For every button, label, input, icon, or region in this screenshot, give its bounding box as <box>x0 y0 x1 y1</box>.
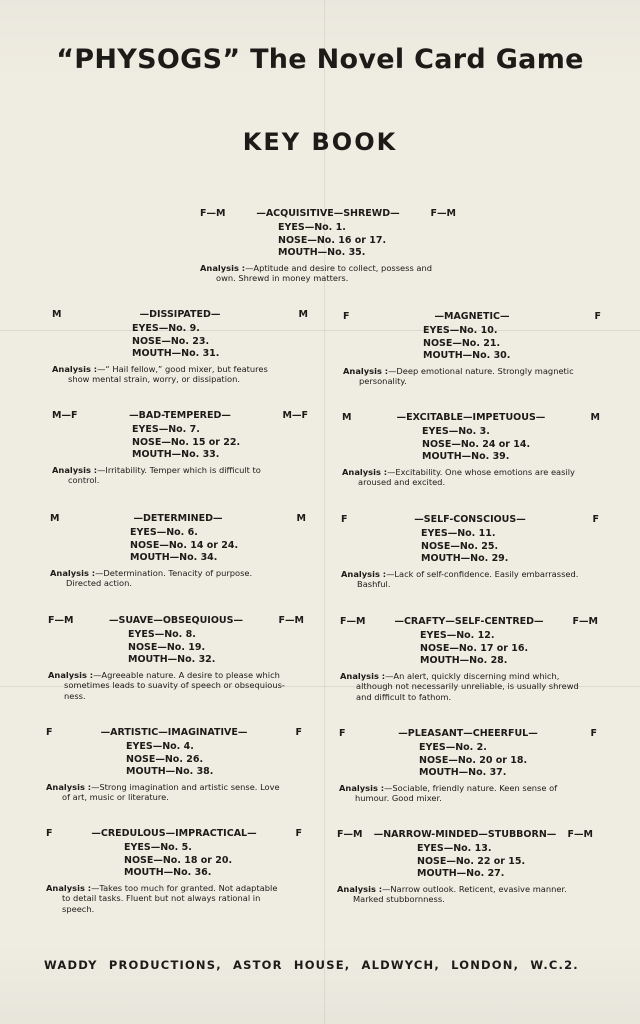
mouth-number: MOUTH—No. 31. <box>132 348 220 359</box>
mouth-number: MOUTH—No. 36. <box>124 867 212 878</box>
trait-name: —NARROW-MINDED—STUBBORN— <box>373 829 557 840</box>
trait-name: —SELF-CONSCIOUS— <box>414 514 526 525</box>
eyes-number: EYES—No. 2. <box>419 742 487 753</box>
nose-number: NOSE—No. 22 or 15. <box>417 855 526 867</box>
mouth-number: MOUTH—No. 38. <box>126 766 214 777</box>
nose-number: NOSE—No. 20 or 18. <box>419 754 528 766</box>
eyes-number: EYES—No. 4. <box>126 741 194 752</box>
eyes-number: EYES—No. 10. <box>423 325 498 336</box>
trait-name: —SUAVE—OBSEQUIOUS— <box>109 615 243 626</box>
trait-name: —CRAFTY—SELF-CENTRED— <box>394 616 544 627</box>
nose-number: NOSE—No. 17 or 16. <box>420 642 529 654</box>
nose-number: NOSE—No. 15 or 22. <box>132 436 241 448</box>
nose-number: NOSE—No. 19. <box>128 641 206 653</box>
eyes-number: EYES—No. 7. <box>132 424 200 435</box>
trait-entry: F—M —SUAVE—OBSEQUIOUS— F—M EYES—No. 8. NOSE—No. 19. MOUTH—No. 32. Analysis :—Agreeable nature. A desire to please which sometimes leads to suavity of speech or obsequious- ness. <box>48 615 304 701</box>
trait-name: —CREDULOUS—IMPRACTICAL— <box>91 828 257 839</box>
eyes-number: EYES—No. 9. <box>132 323 200 334</box>
trait-name: —ACQUISITIVE—SHREWD— <box>256 208 400 219</box>
trait-header <box>200 208 456 222</box>
analysis-text: Analysis :—Deep emotional nature. Strongly magnetic personality. <box>343 365 574 386</box>
eyes-number: EYES—No. 3. <box>422 426 490 437</box>
eyes-number: EYES—No. 8. <box>128 629 196 640</box>
trait-name: —DETERMINED— <box>133 513 223 524</box>
analysis-text: Analysis :—Takes too much for granted. Not adaptable to detail tasks. Fluent but not always rational in speech. <box>46 882 278 914</box>
trait-entry <box>200 208 456 284</box>
trait-entry: M —EXCITABLE—IMPETUOUS— M EYES—No. 3. NOSE—No. 24 or 14. MOUTH—No. 39. Analysis :—Excitability. One whose emotions are easily aroused and excited. <box>342 412 600 487</box>
mouth-number: MOUTH—No. 28. <box>420 655 508 666</box>
eyes-number: EYES—No. 6. <box>130 527 198 538</box>
nose-number: NOSE—No. 26. <box>126 753 204 765</box>
trait-entry: F —SELF-CONSCIOUS— F EYES—No. 11. NOSE—No. 25. MOUTH—No. 29. Analysis :—Lack of self-confidence. Easily embarrassed. Bashful. <box>341 514 599 589</box>
analysis-text: Analysis :—An alert, quickly discerning mind which, although not necessarily unreliable, is usually shrewd and difficult to fathom. <box>340 670 579 702</box>
analysis-text: Analysis :—Narrow outlook. Reticent, evasive manner. Marked stubbornness. <box>337 883 567 904</box>
gender-left: F—M <box>200 208 226 219</box>
trait-name: —PLEASANT—CHEERFUL— <box>398 728 538 739</box>
nose-number: NOSE—No. 23. <box>132 335 210 347</box>
trait-name: —DISSIPATED— <box>139 309 221 320</box>
trait-name: —ARTISTIC—IMAGINATIVE— <box>100 727 248 738</box>
analysis-text: Analysis :—Determination. Tenacity of purpose. Directed action. <box>50 567 253 588</box>
eyes-number: EYES—No. 13. <box>417 843 492 854</box>
nose-number: NOSE—No. 18 or 20. <box>124 854 233 866</box>
trait-entry: F—M —CRAFTY—SELF-CENTRED— F—M EYES—No. 12. NOSE—No. 17 or 16. MOUTH—No. 28. Analysis :—An alert, quickly discerning mind which, although not necessarily unreliable, is usually shrewd and difficult to fathom. <box>340 616 598 702</box>
mouth-number: MOUTH—No. 35. <box>278 247 366 258</box>
trait-entry: F —ARTISTIC—IMAGINATIVE— F EYES—No. 4. NOSE—No. 26. MOUTH—No. 38. Analysis :—Strong imagination and artistic sense. Love of art, music or literature. <box>46 727 302 802</box>
trait-entry: M —DETERMINED— M EYES—No. 6. NOSE—No. 14 or 24. MOUTH—No. 34. Analysis :—Determination. Tenacity of purpose. Directed action. <box>50 513 306 588</box>
trait-entry: M —DISSIPATED— M EYES—No. 9. NOSE—No. 23. MOUTH—No. 31. Analysis :—“ Hail fellow,” good mixer, but features show mental strain, worry, or dissipation. <box>52 309 308 384</box>
analysis-text: Analysis :—Sociable, friendly nature. Keen sense of humour. Good mixer. <box>339 782 558 803</box>
gender-right: F—M <box>430 208 456 219</box>
mouth-number: MOUTH—No. 33. <box>132 449 220 460</box>
analysis-text: Analysis :—Irritability. Temper which is difficult to control. <box>52 464 261 485</box>
trait-name: —EXCITABLE—IMPETUOUS— <box>396 412 546 423</box>
analysis-text: Analysis :—“ Hail fellow,” good mixer, but features show mental strain, worry, or dissipation. <box>52 363 268 384</box>
trait-name: —BAD-TEMPERED— <box>129 410 231 421</box>
mouth-number: MOUTH—No. 37. <box>419 767 507 778</box>
trait-entry: F—M —NARROW-MINDED—STUBBORN— F—M EYES—No. 13. NOSE—No. 22 or 15. MOUTH—No. 27. Analysis :—Narrow outlook. Reticent, evasive manner. Marked stubbornness. <box>337 829 593 904</box>
eyes-number: EYES—No. 11. <box>421 528 496 539</box>
mouth-number: MOUTH—No. 30. <box>423 350 511 361</box>
mouth-number: MOUTH—No. 39. <box>422 451 510 462</box>
mouth-number: MOUTH—No. 34. <box>130 552 218 563</box>
analysis-text: Analysis :—Lack of self-confidence. Easily embarrassed. Bashful. <box>341 568 579 589</box>
analysis-text: Analysis :—Aptitude and desire to collect, possess and own. Shrewd in money matters. <box>200 262 433 283</box>
analysis-text: Analysis :—Strong imagination and artistic sense. Love of art, music or literature. <box>46 781 280 802</box>
analysis-text: Analysis :—Excitability. One whose emotions are easily aroused and excited. <box>342 466 575 487</box>
eyes-number: EYES—No. 5. <box>124 842 192 853</box>
trait-entry: F —MAGNETIC— F EYES—No. 10. NOSE—No. 21. MOUTH—No. 30. Analysis :—Deep emotional nature. Strongly magnetic personality. <box>343 311 601 386</box>
nose-number: NOSE—No. 25. <box>421 540 499 552</box>
mouth-number: MOUTH—No. 27. <box>417 868 505 879</box>
eyes-number: EYES—No. 1. <box>278 222 346 233</box>
nose-number: NOSE—No. 24 or 14. <box>422 438 531 450</box>
nose-number: NOSE—No. 21. <box>423 337 501 349</box>
analysis-text: Analysis :—Agreeable nature. A desire to please which sometimes leads to suavity of speech or obsequious- ness. <box>48 669 285 701</box>
trait-name: —MAGNETIC— <box>434 311 510 322</box>
page-title: “PHYSOGS” The Novel Card Game <box>56 44 584 75</box>
trait-entry: F —CREDULOUS—IMPRACTICAL— F EYES—No. 5. NOSE—No. 18 or 20. MOUTH—No. 36. Analysis :—Takes too much for granted. Not adaptable to detail tasks. Fluent but not always rational in speech. <box>46 828 302 914</box>
trait-entry: M—F —BAD-TEMPERED— M—F EYES—No. 7. NOSE—No. 15 or 22. MOUTH—No. 33. Analysis :—Irritability. Temper which is difficult to control. <box>52 410 308 485</box>
mouth-number: MOUTH—No. 29. <box>421 553 509 564</box>
nose-number: NOSE—No. 16 or 17. <box>278 234 387 246</box>
nose-number: NOSE—No. 14 or 24. <box>130 539 239 551</box>
publisher-footer: WADDY PRODUCTIONS, ASTOR HOUSE, ALDWYCH, LONDON, W.C.2. <box>44 958 579 972</box>
eyes-number: EYES—No. 12. <box>420 630 495 641</box>
page-subtitle: KEY BOOK <box>242 128 398 156</box>
trait-entry: F —PLEASANT—CHEERFUL— F EYES—No. 2. NOSE—No. 20 or 18. MOUTH—No. 37. Analysis :—Sociable, friendly nature. Keen sense of humour. Good mixer. <box>339 728 597 803</box>
mouth-number: MOUTH—No. 32. <box>128 654 216 665</box>
